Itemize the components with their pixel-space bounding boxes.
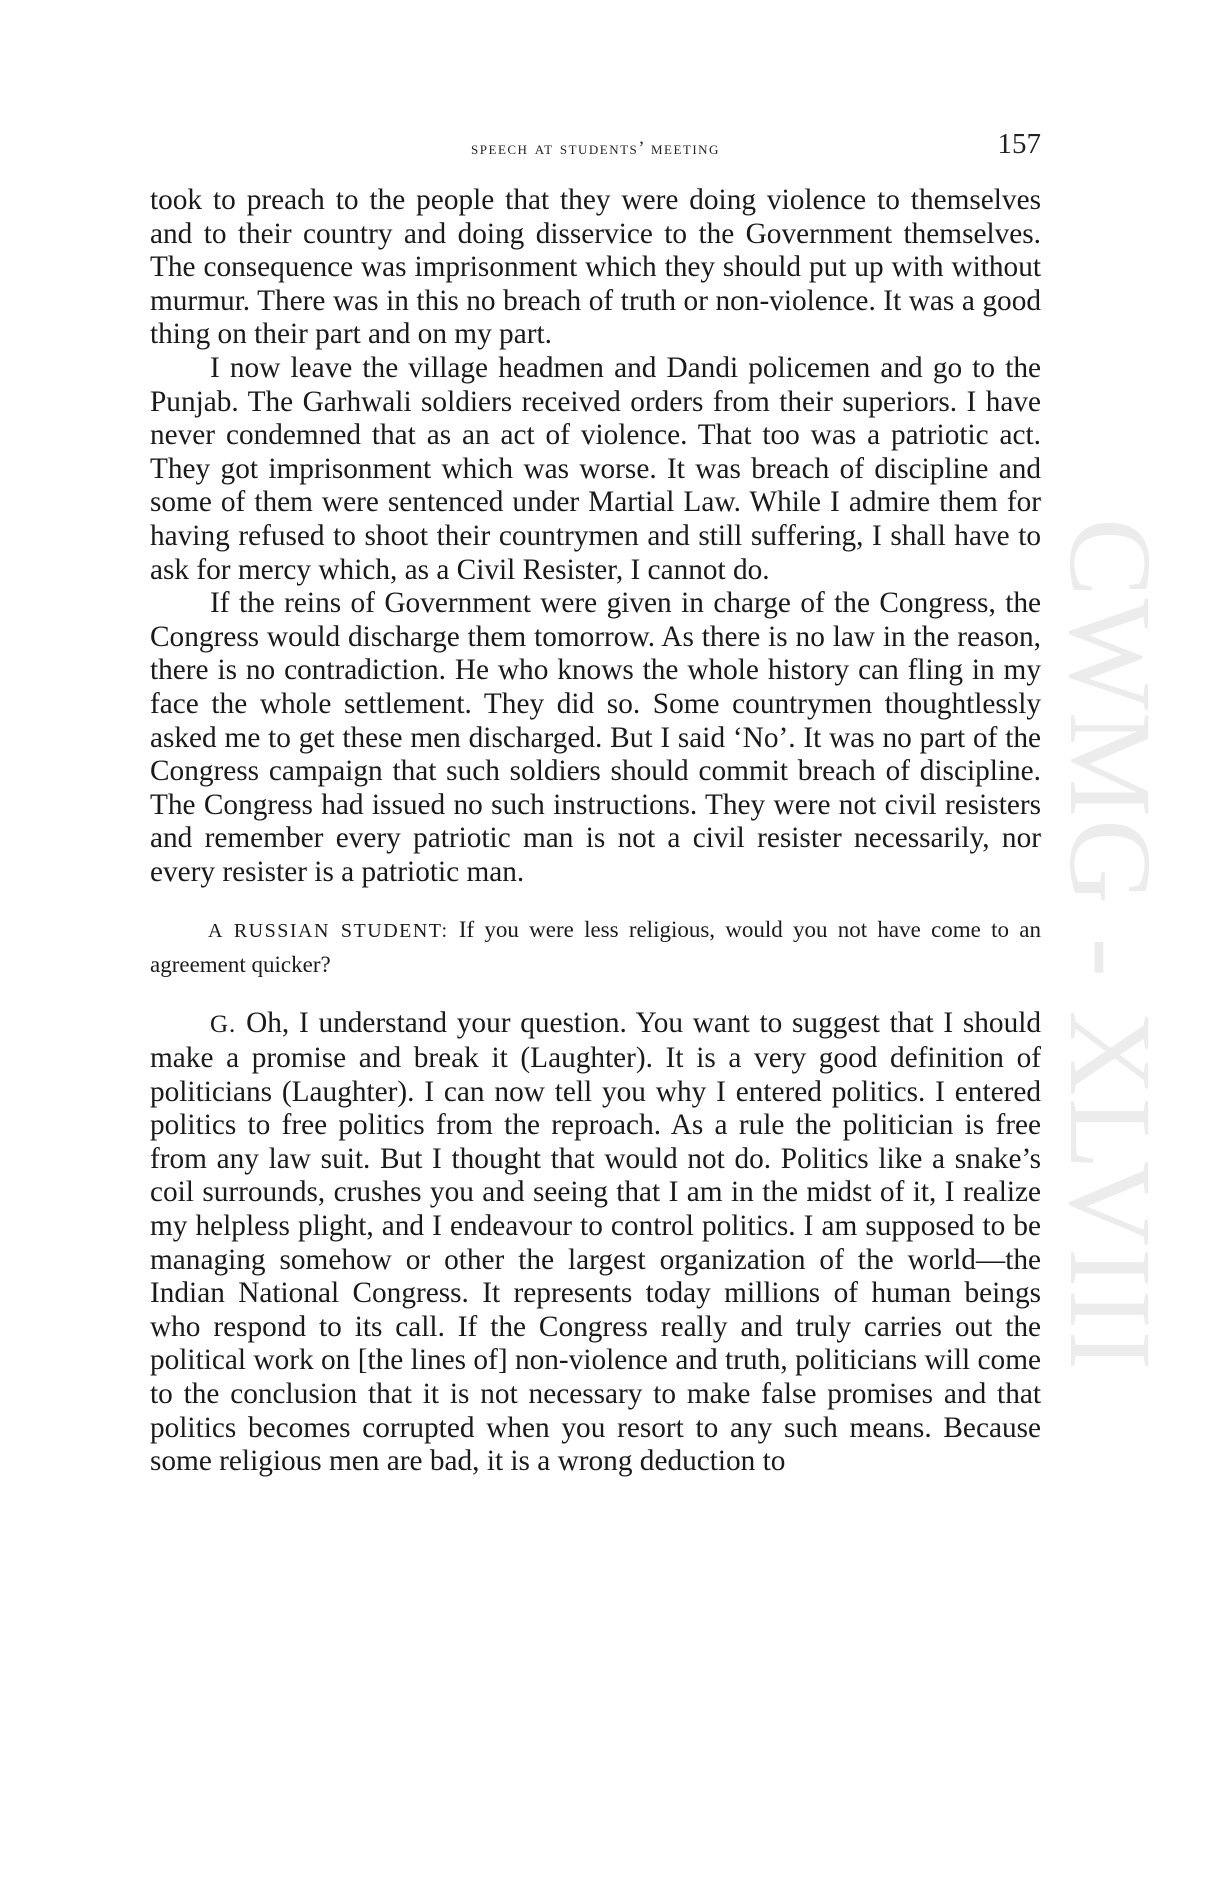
- answer-block: [150, 1007, 1041, 1478]
- paragraph-1: took to preach to the people that they were doing violence to themselves and to their country and doing disservice to the Government themselves. The consequence was imprisonment which they should put up with without murmur. There was in this no breach of truth or non-violence. It was a good thing on their part and on my part.: [150, 184, 1041, 351]
- answer-speaker: G.: [210, 1011, 237, 1039]
- watermark-text: CWMG - XLVIII: [1045, 517, 1177, 1373]
- question-text: If you were less religious, would you not have come to an agreement quicker?: [150, 917, 1041, 978]
- question-block: [150, 913, 1041, 981]
- page-body: [150, 184, 1041, 1479]
- question-speaker: A RUSSIAN STUDENT:: [208, 920, 449, 943]
- running-head: speech at students’ meeting: [471, 138, 720, 159]
- paragraph-3: If the reins of Government were given in charge of the Congress, the Congress would discharge them tomorrow. As there is no law in the reason, there is no contradiction. He who knows the whole history can fling in my face the whole settlement. They did so. Some countrymen thoughtlessly asked me to get these men discharged. But I said ‘No’. It was no part of the Congress campaign that such soldiers should commit breach of discipline. The Congress had issued no such instructions. They were not civil resisters and remember every patriotic man is not a civil resister necessarily, nor every resister is a patriotic man.: [150, 587, 1041, 888]
- watermark: [1045, 400, 1175, 1490]
- paragraph-2: I now leave the village headmen and Dandi policemen and go to the Punjab. The Garhwali soldiers received orders from their superiors. I have never condemned that as an act of violence. That too was a patriotic act. They got imprisonment which was worse. It was breach of discipline and some of them were sentenced under Martial Law. While I admire them for having refused to shoot their countrymen and still suffering, I shall have to ask for mercy which, as a Civil Resister, I cannot do.: [150, 351, 1041, 586]
- page-number: 157: [997, 128, 1041, 160]
- page-header: [150, 128, 1041, 168]
- answer-text: Oh, I understand your question. You want to suggest that I should make a promise and break it (Laughter). It is a very good definition of politicians (Laughter). I can now tell you why I entered politics. I entered politics to free politics from the reproach. As a rule the politician is free from any law suit. But I thought that would not do. Politics like a snake’s coil surrounds, crushes you and seeing that I am in the midst of it, I realize my helpless plight, and I endeavour to control politics. I am supposed to be managing somehow or other the largest organization of the world—the Indian National Congress. It represents today millions of human beings who respond to its call. If the Congress really and truly carries out the political work on [the lines of] non-violence and truth, politicians will come to the conclusion that it is not necessary to make false promises and that politics becomes corrupted when you resort to any such means. Because some religious men are bad, it is a wrong deduction to: [150, 1007, 1042, 1478]
